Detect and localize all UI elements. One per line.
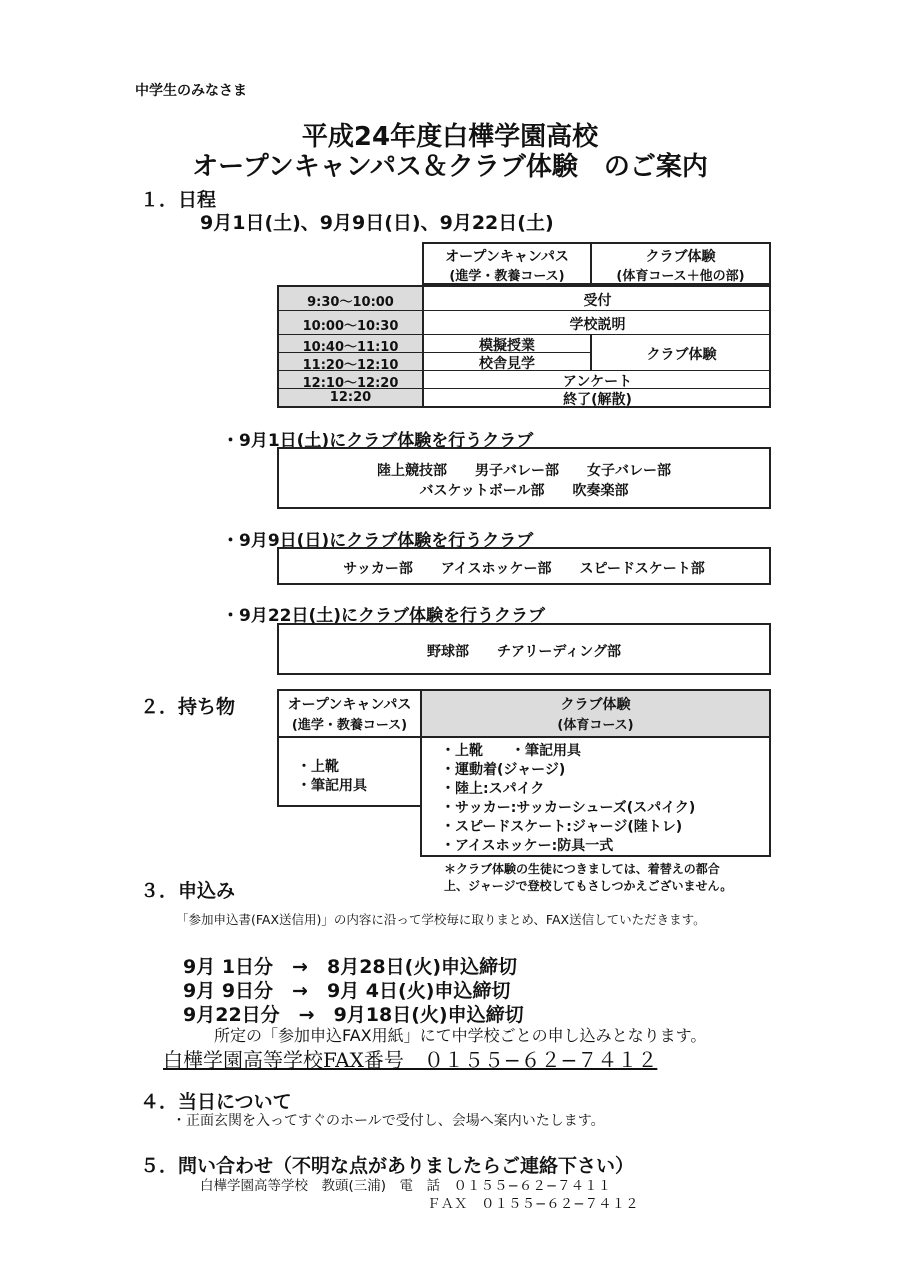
schedule-dates: 9月1日(土)、9月9日(日)、9月22日(土) [200,212,554,234]
application-instruction: 「参加申込書(FAX送信用)」の内容に沿って学校毎に取りまとめ、FAX送信していただきます。 [176,912,706,927]
activity-club-experience: クラブ体験 [646,347,717,363]
activity-school-intro: 学校説明 [569,317,626,333]
belongings-club-item: ・スピードスケート:ジャージ(陸トレ) [441,819,683,835]
deadline-line: 9月 1日分 → 8月28日(火)申込締切 [183,956,518,978]
title-line1: 平成24年度白樺学園高校 [301,122,599,152]
belongings-open-header-sub: (進学・教養コース) [291,718,408,733]
activity-end: 終了(解散) [563,392,632,408]
section-application-heading: ３．申込み [140,880,236,902]
greeting: 中学生のみなさま [135,83,247,99]
belongings-club-header-sub: (体育コース) [557,718,634,733]
activity-mock-class: 模擬授業 [479,338,535,354]
belongings-club-item: ・陸上:スパイク [441,781,545,797]
schedule-header-open-cell [422,242,592,285]
fax-number-line: 白樺学園高等学校FAX番号 ０１５５−６２−７４１２ [163,1048,658,1072]
belongings-open-item: ・筆記用具 [297,778,367,794]
schedule-header-open: オープンキャンパス [445,249,569,265]
belongings-club-item: ・上靴 ・筆記用具 [441,743,581,759]
belongings-club-header: クラブ体験 [560,697,631,713]
time-slot: 11:20〜12:10 [302,358,399,373]
contact-phone-line: 白樺学園高等学校 教頭(三浦) 電 話 ０１５５−６２−７４１１ [200,1178,612,1194]
schedule-header-club: クラブ体験 [645,249,716,265]
time-slot: 10:40〜11:10 [302,340,399,355]
belongings-club-item: ・アイスホッケー:防具一式 [441,838,614,854]
section-schedule-heading: １．日程 [140,189,217,211]
deadline-line: 9月 9日分 → 9月 4日(火)申込締切 [183,980,511,1002]
sep22-heading: ・9月22日(土)にクラブ体験を行うクラブ [222,606,546,626]
time-slot: 12:20 [329,390,372,405]
belongings-note-line2: 上、ジャージで登校してもさしつかえございません。 [444,879,733,893]
sep22-clubs-line1: 野球部 チアリーディング部 [426,644,622,660]
section-day-of-heading: ４．当日について [140,1091,292,1113]
sep1-clubs-line2: バスケットボール部 吹奏楽部 [419,483,629,499]
section-contact-heading: ５．問い合わせ（不明な点がありましたらご連絡下さい） [140,1155,635,1177]
sep9-heading: ・9月9日(日)にクラブ体験を行うクラブ [222,531,534,551]
sep22-club-box [277,623,771,675]
sep1-clubs-line1: 陸上競技部 男子バレー部 女子バレー部 [377,463,671,479]
contact-fax-line: ＦＡＸ ０１５５−６２−７４１２ [427,1196,639,1212]
sep1-heading: ・9月1日(土)にクラブ体験を行うクラブ [222,431,534,451]
deadline-line: 9月22日分 → 9月18日(火)申込締切 [183,1004,524,1026]
sep9-clubs-line1: サッカー部 アイスホッケー部 スピードスケート部 [343,561,705,577]
sep9-club-box [277,547,771,585]
belongings-club-item: ・運動着(ジャージ) [441,762,566,778]
time-slot: 10:00〜10:30 [302,319,399,334]
schedule-header-club-sub: (体育コース＋他の部) [616,269,745,284]
activity-survey: アンケート [562,374,633,390]
section-belongings-heading: ２．持ち物 [140,696,236,718]
application-note: 所定の「参加申込FAX用紙」にて中学校ごとの申し込みとなります。 [214,1026,707,1045]
time-slot: 12:10〜12:20 [302,376,399,391]
time-slot: 9:30〜10:00 [307,295,394,310]
activity-reception: 受付 [583,293,612,309]
sep1-club-box [277,447,771,509]
belongings-open-header: オープンキャンパス [287,697,412,713]
title-line2: オープンキャンパス＆クラブ体験 のご案内 [192,152,708,182]
schedule-header-open-sub: (進学・教養コース) [449,269,565,284]
belongings-club-item: ・サッカー:サッカーシューズ(スパイク) [441,800,696,816]
activity-campus-tour: 校舎見学 [479,356,535,372]
belongings-open-item: ・上靴 [297,759,339,775]
belongings-note-line1: ＊クラブ体験の生徒につきましては、着替えの都合 [444,862,720,876]
schedule-header-club-cell [590,242,771,285]
day-of-text: ・正面玄関を入ってすぐのホールで受付し、会場へ案内いたします。 [172,1113,605,1129]
